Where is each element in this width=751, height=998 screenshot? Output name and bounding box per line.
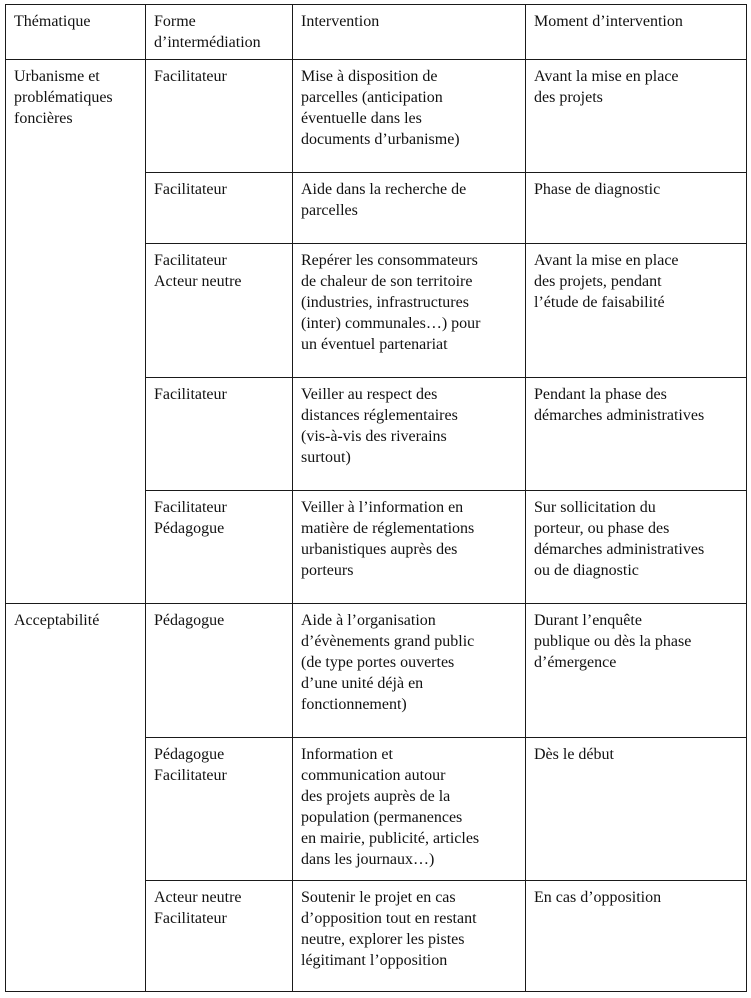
table-row [6,604,747,738]
forme-cell: Facilitateur [146,60,293,173]
forme-cell: Facilitateur [146,378,293,491]
moment-cell: Avant la mise en place des projets, pendant l’étude de faisabilité [526,244,747,378]
moment-cell: En cas d’opposition [526,881,747,992]
header-forme: Forme d’intermédiation [146,5,293,60]
table-row [6,60,747,173]
intervention-cell: Veiller à l’information en matière de réglementations urbanistiques auprès des porteurs [293,491,526,604]
header-row [6,5,747,60]
intervention-cell: Soutenir le projet en cas d’opposition tout en restant neutre, explorer les pistes légitimant l’opposition [293,881,526,992]
moment-cell: Dès le début [526,738,747,881]
forme-cell: Facilitateur Pédagogue [146,491,293,604]
moment-cell: Durant l’enquête publique ou dès la phase d’émergence [526,604,747,738]
header-moment: Moment d’intervention [526,5,747,60]
moment-cell: Sur sollicitation du porteur, ou phase des démarches administratives ou de diagnostic [526,491,747,604]
thematique-cell: Urbanisme et problématiques foncières [6,60,146,604]
intervention-cell: Repérer les consommateurs de chaleur de son territoire (industries, infrastructures (inter) communales…) pour un éventuel partenariat [293,244,526,378]
moment-cell: Pendant la phase des démarches administratives [526,378,747,491]
forme-cell: Pédagogue Facilitateur [146,738,293,881]
intermediation-table [5,4,747,992]
thematique-cell: Acceptabilité [6,604,146,992]
intervention-cell: Information et communication autour des projets auprès de la population (permanences en mairie, publicité, articles dans les journaux…) [293,738,526,881]
forme-cell: Facilitateur Acteur neutre [146,244,293,378]
intervention-cell: Aide dans la recherche de parcelles [293,173,526,244]
forme-cell: Acteur neutre Facilitateur [146,881,293,992]
forme-cell: Pédagogue [146,604,293,738]
moment-cell: Avant la mise en place des projets [526,60,747,173]
intervention-cell: Aide à l’organisation d’évènements grand public (de type portes ouvertes d’une unité déjà en fonctionnement) [293,604,526,738]
header-thematique: Thématique [6,5,146,60]
intervention-cell: Veiller au respect des distances réglementaires (vis-à-vis des riverains surtout) [293,378,526,491]
moment-cell: Phase de diagnostic [526,173,747,244]
forme-cell: Facilitateur [146,173,293,244]
header-intervention: Intervention [293,5,526,60]
intervention-cell: Mise à disposition de parcelles (anticipation éventuelle dans les documents d’urbanisme) [293,60,526,173]
